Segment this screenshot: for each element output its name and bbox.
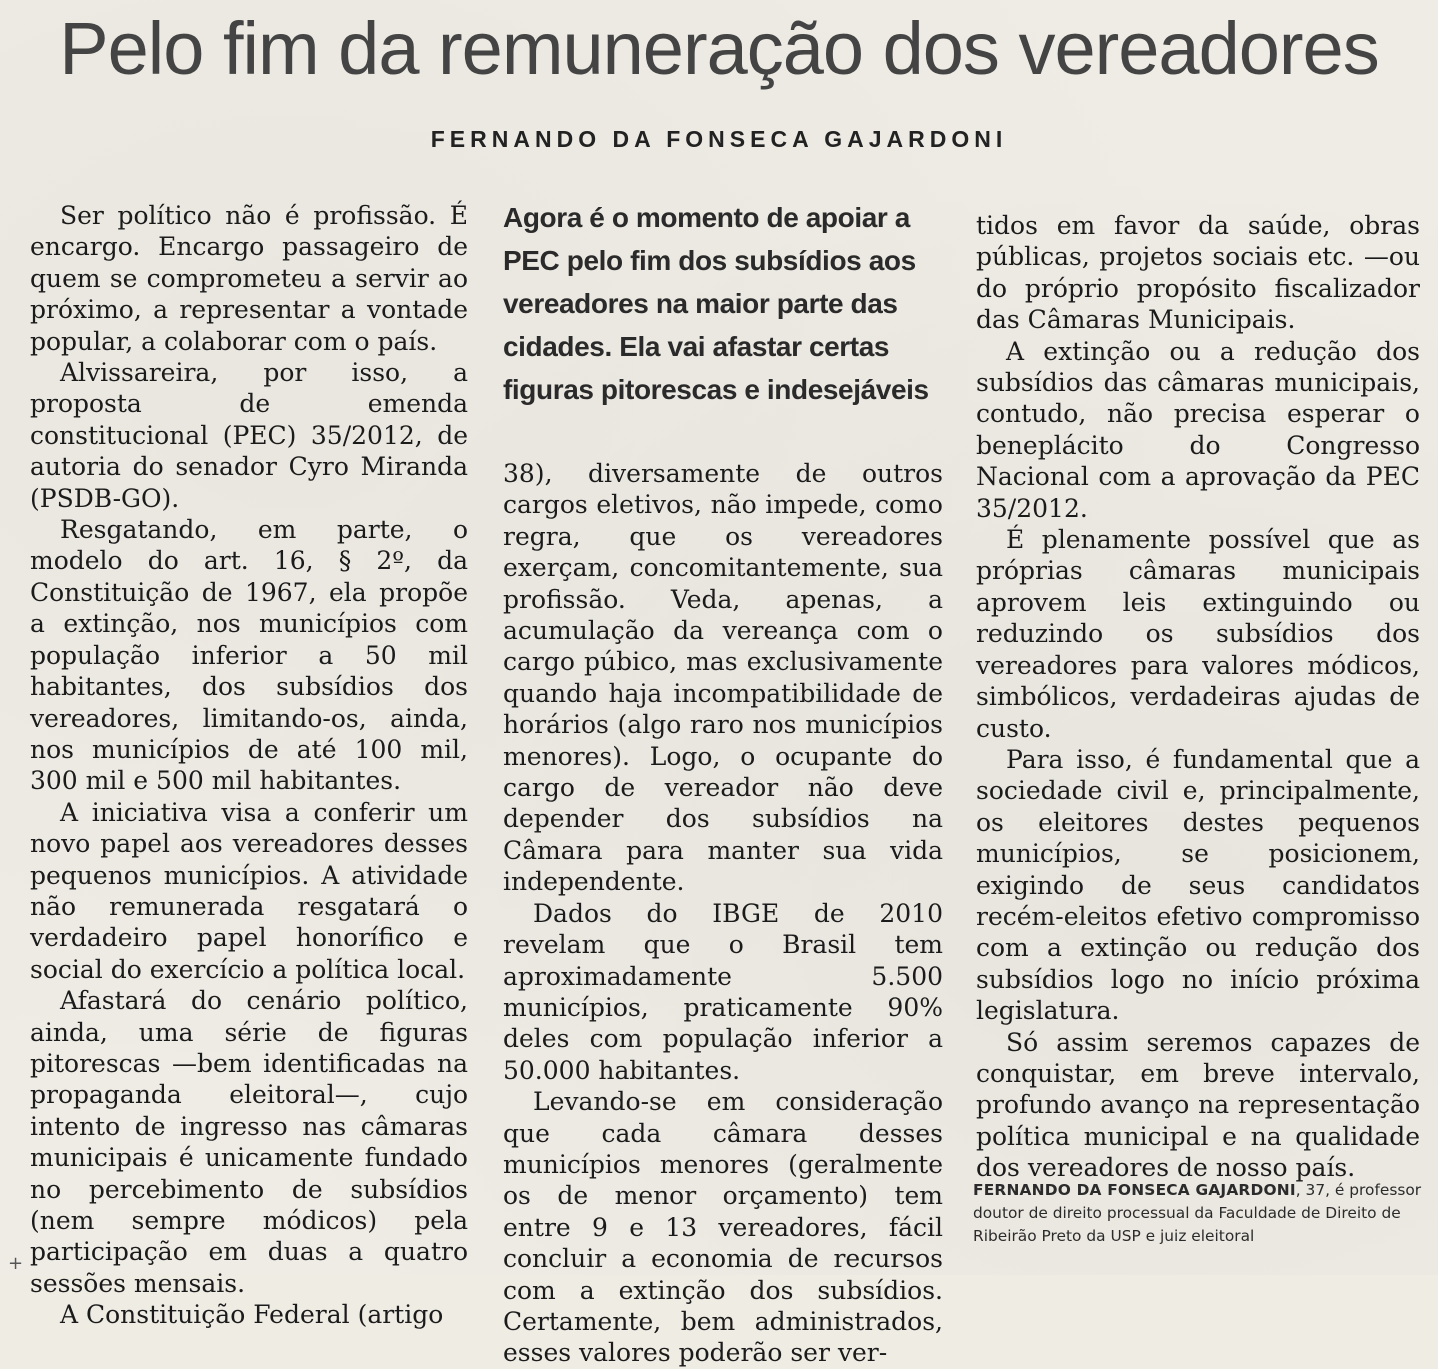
paragraph: Para isso, é fundamental que a sociedade civil e, principalmente, os eleitores destes pequenos municípios, se posicionem, exigindo de seus candidatos recém-eleitos efetivo compromisso com a extinção ou redução dos subsídios logo no início próxima legislatura. xyxy=(976,744,1420,1026)
article-title: Pelo fim da remuneração dos vereadores xyxy=(59,7,1379,90)
paragraph: Resgatando, em parte, o modelo do art. 16, § 2º, da Constituição de 1967, ela propõe a extinção, nos municípios com população inferior a 50 mil habitantes, dos subsídios dos vereadores, limitando-os, ainda, nos municípios de até 100 mil, 300 mil e 500 mil habitantes. xyxy=(30,515,468,796)
paragraph: Ser político não é profissão. É encargo. Encargo passageiro de quem se comprometeu a servir ao próximo, a representar a vontade popular, a colaborar com o país. xyxy=(30,201,468,356)
crop-mark: + xyxy=(8,1253,24,1274)
column-2 xyxy=(503,458,943,1369)
paragraph: Afastará do cenário político, ainda, uma série de figuras pitorescas —bem identificadas na propaganda eleitoral—, cujo intento de ingresso nas câmaras municipais é unicamente fundado no percebimento de subsídios (nem sempre módicos) pela participação em duas a quatro sessões mensais. xyxy=(30,986,468,1298)
author-bio xyxy=(973,1179,1425,1248)
paragraph: Só assim seremos capazes de conquistar, em breve intervalo, profundo avanço na representação política municipal e na qualidade dos vereadores de nosso país. xyxy=(976,1027,1420,1183)
paragraph: tidos em favor da saúde, obras públicas, projetos sociais etc. —ou do próprio propósito fiscalizador das Câmaras Municipais. xyxy=(976,211,1420,335)
paragraph: É plenamente possível que as próprias câmaras municipais aprovem leis extinguindo ou reduzindo os subsídios dos vereadores para valores módicos, simbólicos, verdadeiras ajudas de custo. xyxy=(976,525,1420,743)
author-bio-text: , 37, é professor doutor de direito processual da Faculdade de Direito de Ribeirão Preto da USP e juiz eleitoral xyxy=(973,1181,1422,1245)
author-byline: FERNANDO DA FONSECA GAJARDONI xyxy=(430,126,1008,152)
paragraph: Alvissareira, por isso, a proposta de emenda constitucional (PEC) 35/2012, de autoria do senador Cyro Miranda (PSDB-GO). xyxy=(30,358,468,513)
pull-quote: Agora é o momento de apoiar a PEC pelo fim dos subsídios aos vereadores na maior parte das cidades. Ela vai afastar certas figuras pitorescas e indesejáveis xyxy=(503,202,929,405)
paragraph: A iniciativa visa a conferir um novo papel aos vereadores desses pequenos municípios. A atividade não remunerada resgatará o verdadeiro papel honorífico e social do exercício a política local. xyxy=(30,797,468,984)
paragraph: Dados do IBGE de 2010 revelam que o Brasil tem aproximadamente 5.500 municípios, praticamente 90% deles com população inferior a 50.000 habitantes. xyxy=(503,898,943,1085)
paragraph: A Constituição Federal (artigo xyxy=(60,1300,444,1330)
paragraph: 38), diversamente de outros cargos eletivos, não impede, como regra, que os vereadores exerçam, concomitantemente, sua profissão. Veda, apenas, a acumulação da vereança com o cargo púbico, mas exclusivamente quando haja incompatibilidade de horários (algo raro nos municípios menores). Logo, o ocupante do cargo de vereador não deve depender dos subsídios na Câmara para manter sua vida independente. xyxy=(503,459,943,897)
paragraph: A extinção ou a redução dos subsídios das câmaras municipais, contudo, não precisa esperar o beneplácito do Congresso Nacional com a aprovação da PEC 35/2012. xyxy=(976,336,1420,523)
column-1 xyxy=(30,200,468,1331)
column-3 xyxy=(976,210,1420,1184)
author-bio-name: FERNANDO DA FONSECA GAJARDONI xyxy=(973,1181,1296,1199)
paragraph: Levando-se em consideração que cada câmara desses municípios menores (geralmente os de menor orçamento) tem entre 9 e 13 vereadores, fácil concluir a economia de recursos com a extinção dos subsídios. Certamente, bem administrados, esses valores poderão ser ver- xyxy=(503,1087,943,1368)
